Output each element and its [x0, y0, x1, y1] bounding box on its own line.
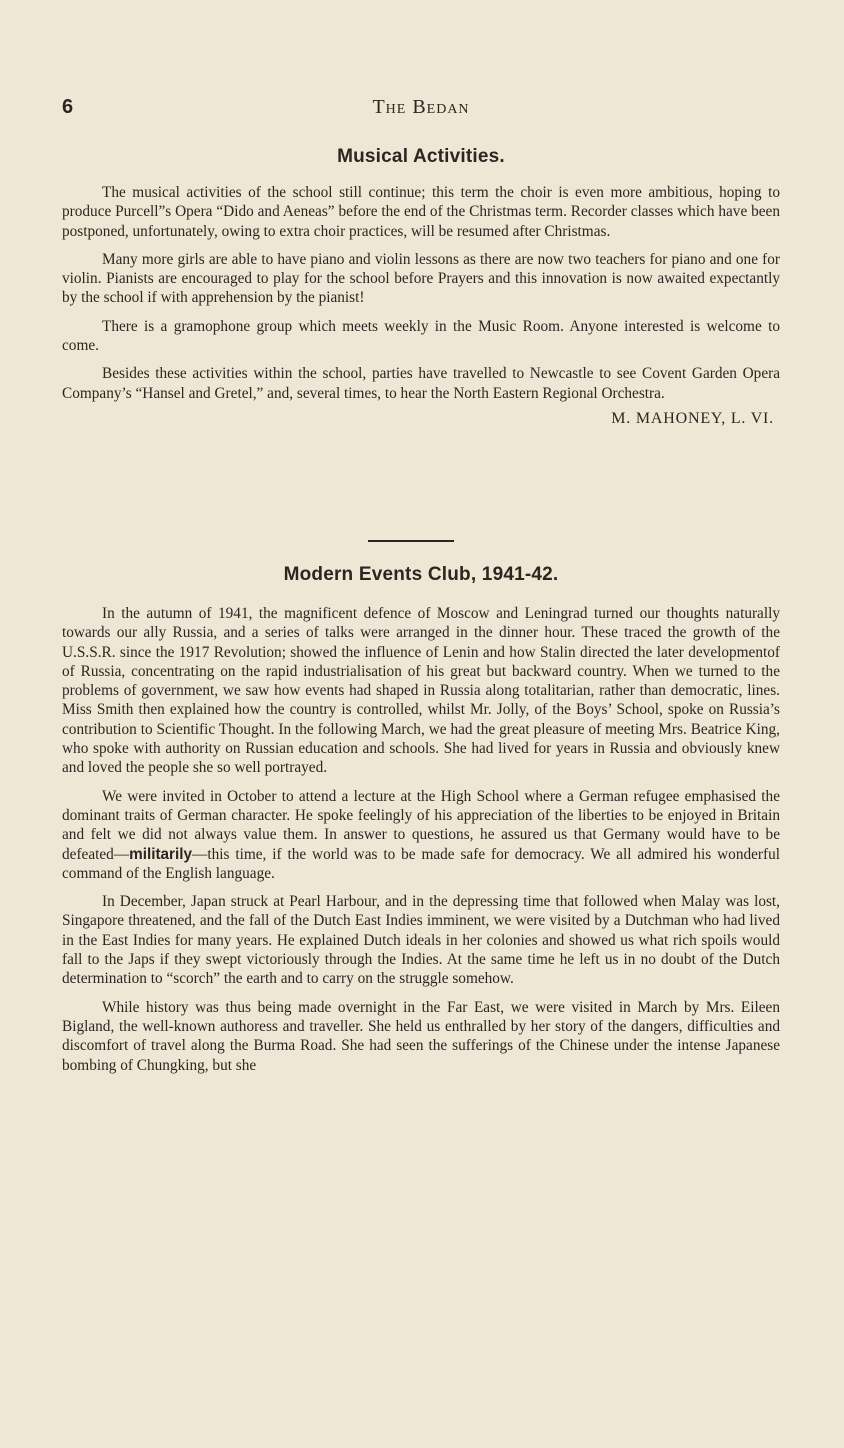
running-header — [62, 96, 780, 124]
section-title-modern-events-club: Modern Events Club, 1941-42. — [283, 564, 559, 585]
author-signature: M. MAHONEY, L. VI. — [611, 409, 774, 427]
section-musical-activities — [62, 183, 780, 428]
paragraph-text: We were invited in October to attend a lecture at the High School where a German refugee emphasised the dominant traits of German character. He spoke feelingly of his appreciation of the liberties to be enjoyed in Britain and felt we did not always value them. In answer to questions, he assured us that Germany would have to be defeated— — [62, 787, 780, 863]
paragraph-text: —this time, if the world was to be made safe for democracy. We all admired his wonderful command of the English language. — [62, 845, 780, 882]
section-title-musical-activities: Musical Activities. — [337, 146, 505, 167]
paragraph: The musical activities of the school still continue; this term the choir is even more ambitious, hoping to produce Purcell”s Opera “Dido and Aeneas” before the end of the Christmas term. Recorder classes which have been postponed, unfortunately, owing to extra choir practices, will be resumed after Christmas. — [62, 184, 780, 240]
paragraph — [62, 787, 780, 883]
paragraph: Besides these activities within the school, parties have travelled to Newcastle to see Covent Garden Opera Company’s “Hansel and Gretel,” and, several times, to hear the North Eastern Regional Orchestra. — [62, 365, 780, 402]
paragraph: There is a gramophone group which meets weekly in the Music Room. Anyone interested is welcome to come. — [62, 317, 780, 355]
page-number: 6 — [62, 96, 74, 118]
paragraph: In the autumn of 1941, the magnificent defence of Moscow and Leningrad turned our thoughts naturally towards our ally Russia, and a series of talks were arranged in the dinner hour. These traced the growth of the U.S.S.R. since the 1917 Revolution; showed the influence of Lenin and how Stalin directed the later developmentof of Russia, concentrating on the rapid industrialisation of his great but backward country. When we turned to the problems of government, we saw how events had shaped in Russia along totalitarian, rather than democratic, lines. Miss Smith then explained how the country is controlled, whilst Mr. Jolly, of the Boys’ School, spoke on Russia’s contribution to Scientific Thought. In the following March, we had the great pleasure of meeting Mrs. Beatrice King, who spoke with authority on Russian education and schools. She had lived for years in Russia and obviously knew and loved the people she so well portrayed. — [62, 605, 780, 777]
paragraph: Many more girls are able to have piano and violin lessons as there are now two teachers for piano and one for violin. Pianists are encouraged to play for the school before Prayers and this innovation is now awaited expectantly by the school if with apprehension by the pianist! — [62, 250, 780, 307]
publication-title: The Bedan — [372, 96, 470, 118]
emphasised-word: militarily — [129, 845, 193, 863]
section-divider — [368, 540, 454, 542]
paragraph: While history was thus being made overnight in the Far East, we were visited in March by Mrs. Eileen Bigland, the well-known authoress and traveller. She held us enthralled by her story of the dangers, difficulties and discomfort of travel along the Burma Road. She had seen the sufferings of the Chinese under the intense Japanese bombing of Chungking, but she — [62, 998, 780, 1074]
paragraph: In December, Japan struck at Pearl Harbour, and in the depressing time that followed when Malay was lost, Singapore threatened, and the fall of the Dutch East Indies imminent, we were visited by a Dutchman who had lived in the East Indies for many years. He explained Dutch ideals in her colonies and showed us what rich spoils would fall to the Japs if they swept victoriously through the Indies. At the same time he left us in no doubt of the Dutch determination to “scorch” the earth and to carry on the struggle somehow. — [62, 893, 780, 988]
section-modern-events-club — [62, 604, 780, 1084]
